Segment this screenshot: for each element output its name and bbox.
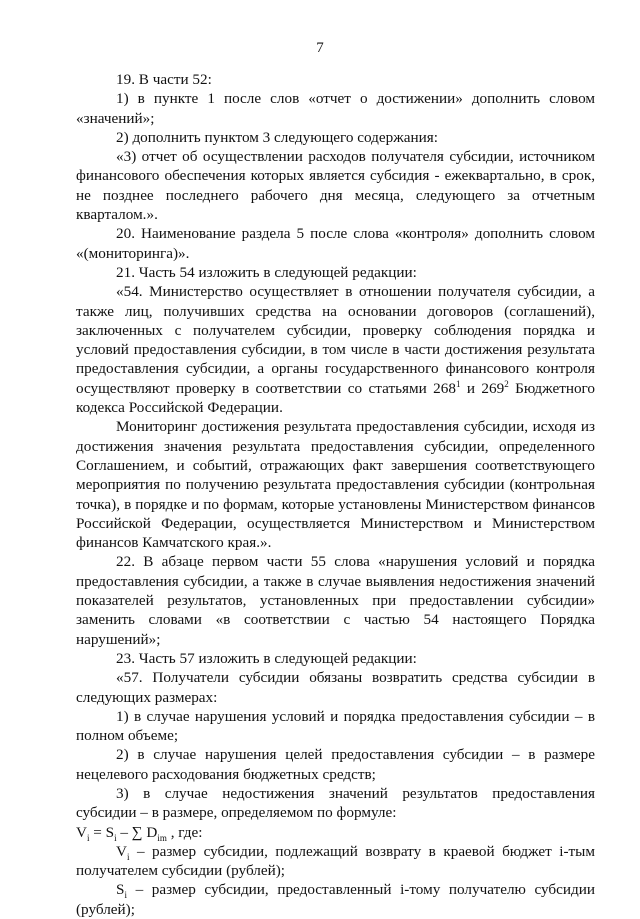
formula <box>76 823 595 842</box>
definition-s-symbol: S <box>116 881 125 899</box>
paragraph-19-item-1: 1) в пункте 1 после слов «отчет о достижении» дополнить словом «значений»; <box>76 90 595 127</box>
page-number: 7 <box>316 40 324 56</box>
paragraph-54-quote <box>76 282 595 417</box>
paragraph-57-item-1: 1) в случае нарушения условий и порядка предоставления субсидии – в полном объеме; <box>76 707 595 745</box>
definition-v-symbol: V <box>116 842 127 860</box>
definition-s-sub: i <box>124 890 127 901</box>
document-body <box>76 70 595 919</box>
definition-s-text: – размер субсидии, предоставленный i-тому получателю субсидии (рублей); <box>76 881 595 918</box>
superscript-2: 2 <box>504 378 509 389</box>
paragraph-54-text-c: Бюджетного кодекса Российской Федерации. <box>76 379 595 417</box>
paragraph-21: 21. Часть 54 изложить в следующей редакции: <box>116 263 417 281</box>
definition-s <box>76 880 595 919</box>
paragraph-54-text-a: «54. Министерство осуществляет в отношении получателя субсидии, а также лиц, получивших средства на основании договоров (соглашений), заключенных с получателем субсидии, проверку соблюдения порядка и условий предоставления субсидии, в том числе в части достижения результата предоставления субсидии, а органы государственного финансового контроля осуществляют проверку в соответствии со статьями 268 <box>76 283 595 397</box>
paragraph-54-text-b: и 269 <box>460 379 505 397</box>
paragraph-19-item-2: 2) дополнить пунктом 3 следующего содержания: <box>116 128 438 146</box>
formula-v-sub: i <box>86 832 90 843</box>
paragraph-monitoring: Мониторинг достижения результата предоставления субсидии, исходя из достижения значения результата предоставления субсидии, определенного Соглашением, и событий, отражающих факт завершения соответствующего мероприятия по получению результата предоставления субсидии (контрольная точка), в порядке и по формам, которые установлены Министерством финансов Российской Федерации, осуществляется Министерством и Министерством финансов Камчатского края.». <box>76 418 595 552</box>
definition-v-text: – размер субсидии, подлежащий возврату в краевой бюджет i-тым получателем субсидии (рублей); <box>76 842 595 880</box>
formula-s-sub: i <box>114 832 117 843</box>
paragraph-19-quote-3: «3) отчет об осуществлении расходов получателя субсидии, источником финансового обеспечения которых является субсидия - ежеквартально, в срок, не позднее последнего рабочего дня месяца, следующего за отчетным кварталом.». <box>76 148 595 224</box>
paragraph-22: 22. В абзаце первом части 55 слова «нарушения условий и порядка предоставления субсидии, а также в случае выявления недостижения значений показателей результатов, установленных при предоставлении субсидии» заменить словами «в соответствии с частью 54 настоящего Порядка нарушений»; <box>76 553 595 648</box>
formula-tail: , где: <box>166 823 203 841</box>
formula-eq: = S <box>89 823 115 841</box>
paragraph-23: 23. Часть 57 изложить в следующей редакции: <box>116 649 417 667</box>
paragraph-57-item-3: 3) в случае недостижения значений результатов предоставления субсидии – в размере, определяемом по формуле: <box>76 784 595 822</box>
definition-v-sub: i <box>126 851 130 862</box>
formula-v: V <box>76 823 87 841</box>
paragraph-57-item-2: 2) в случае нарушения целей предоставления субсидии – в размере нецелевого расходования бюджетных средств; <box>76 746 595 783</box>
definition-v <box>76 842 595 881</box>
formula-d-sub: im <box>157 832 167 843</box>
superscript-1: 1 <box>455 378 461 389</box>
paragraph-19: 19. В части 52: <box>116 71 212 88</box>
formula-minus-sum: – ∑ D <box>116 823 158 841</box>
paragraph-20: 20. Наименование раздела 5 после слова «контроля» дополнить словом «(мониторинга)». <box>76 225 595 262</box>
paragraph-57-quote: «57. Получатели субсидии обязаны возвратить средства субсидии в следующих размерах: <box>76 669 595 706</box>
